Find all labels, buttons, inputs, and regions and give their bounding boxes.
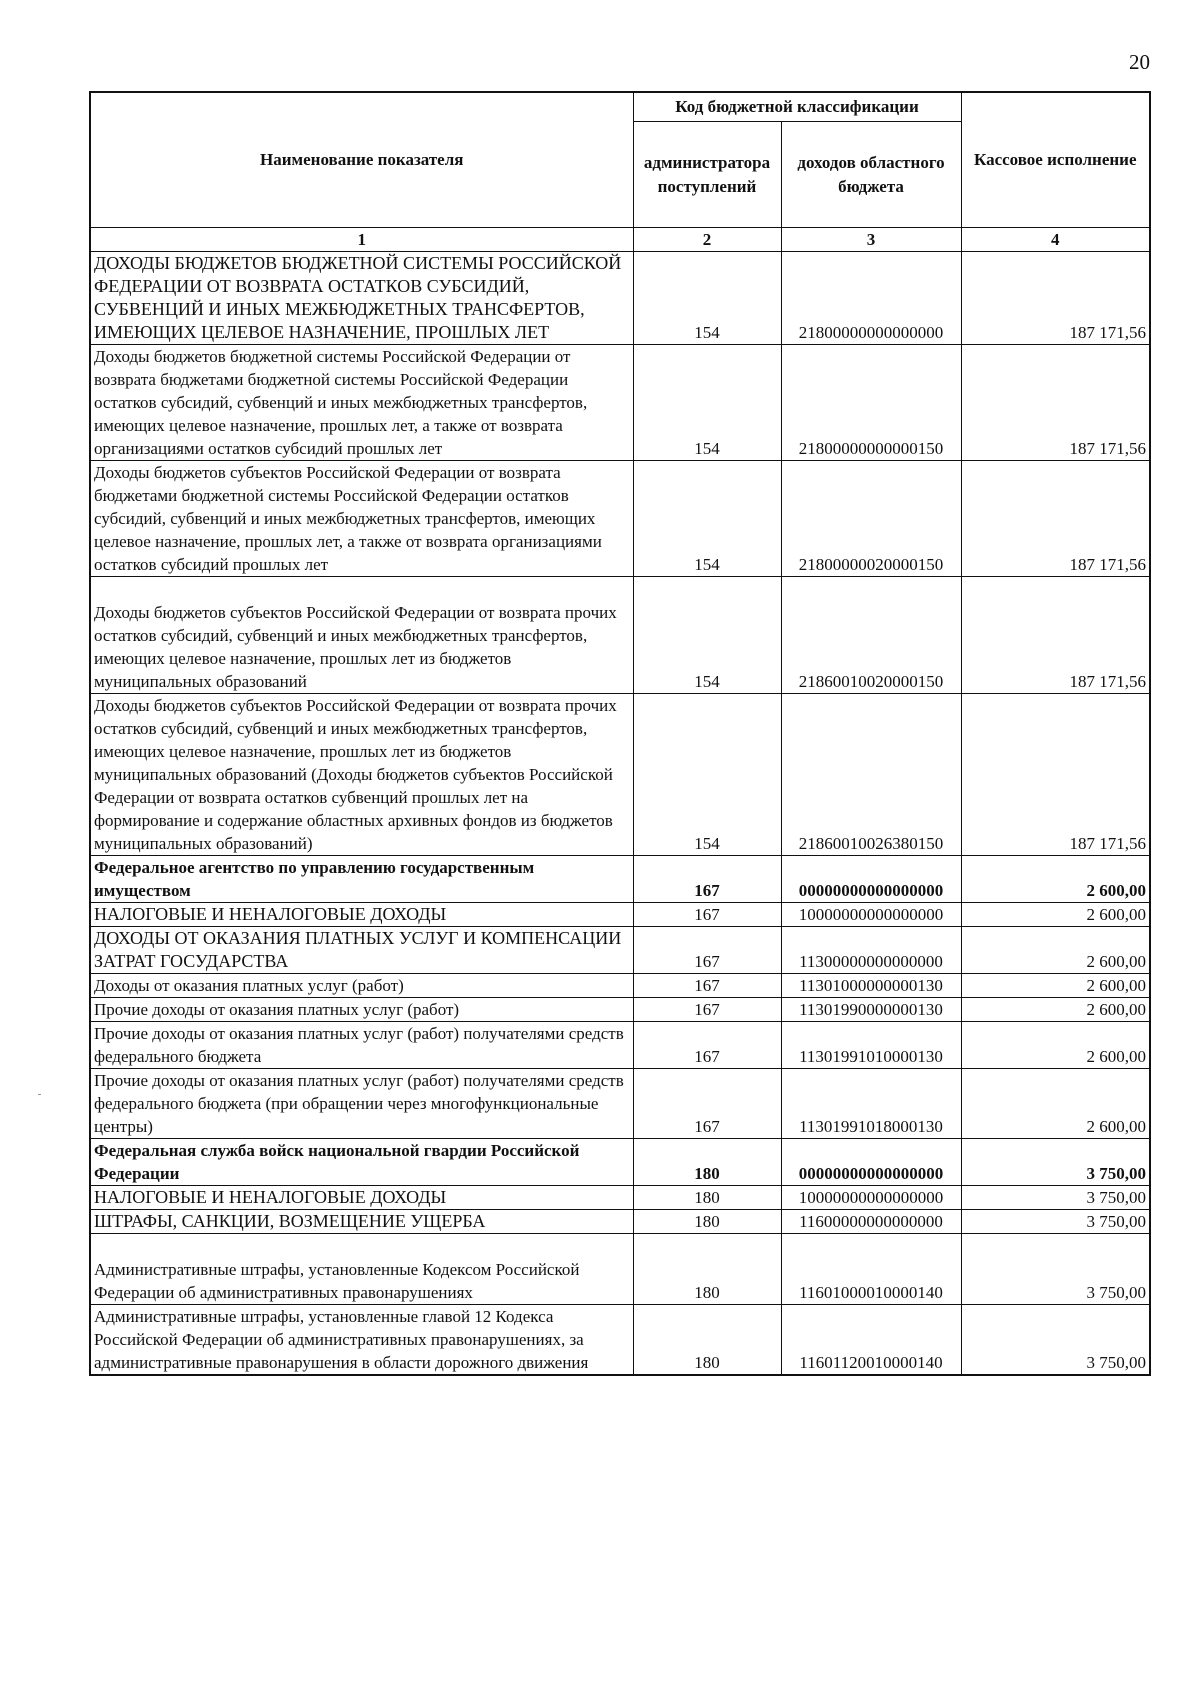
row-admin: 167 xyxy=(633,998,781,1022)
header-budget-code-group: Код бюджетной классификации xyxy=(633,92,961,122)
row-code: 11300000000000000 xyxy=(781,927,961,974)
table-row xyxy=(90,1022,1150,1069)
row-admin: 180 xyxy=(633,1210,781,1234)
row-code: 10000000000000000 xyxy=(781,903,961,927)
header-admin: администратора поступлений xyxy=(633,122,781,228)
row-amount: 2 600,00 xyxy=(961,1022,1150,1069)
row-amount: 3 750,00 xyxy=(961,1210,1150,1234)
row-name: НАЛОГОВЫЕ И НЕНАЛОГОВЫЕ ДОХОДЫ xyxy=(90,903,633,927)
col-number-1: 1 xyxy=(90,228,633,252)
header-revenue-code: доходов областного бюджета xyxy=(781,122,961,228)
row-admin: 180 xyxy=(633,1186,781,1210)
row-admin: 154 xyxy=(633,694,781,856)
row-name: Доходы бюджетов субъектов Российской Федерации от возврата прочих остатков субсидий, субвенций и иных межбюджетных трансфертов, имеющих целевое назначение, прошлых лет из бюджетов муниципальных образований (Доходы бюджетов субъектов Российской Федерации от возврата остатков субвенций прошлых лет на формирование и содержание областных архивных фондов из бюджетов муниципальных образований) xyxy=(90,694,633,856)
row-amount: 2 600,00 xyxy=(961,927,1150,974)
row-code: 21800000000000000 xyxy=(781,252,961,345)
row-code: 11600000000000000 xyxy=(781,1210,961,1234)
table-row xyxy=(90,974,1150,998)
row-name: ДОХОДЫ ОТ ОКАЗАНИЯ ПЛАТНЫХ УСЛУГ И КОМПЕНСАЦИИ ЗАТРАТ ГОСУДАРСТВА xyxy=(90,927,633,974)
header-execution: Кассовое исполнение xyxy=(961,92,1150,228)
budget-table xyxy=(89,91,1151,1376)
row-amount: 2 600,00 xyxy=(961,998,1150,1022)
row-code: 11301991018000130 xyxy=(781,1069,961,1139)
table-row xyxy=(90,998,1150,1022)
row-admin: 180 xyxy=(633,1139,781,1186)
row-code: 11601120010000140 xyxy=(781,1305,961,1376)
row-name: Доходы от оказания платных услуг (работ) xyxy=(90,974,633,998)
row-code: 21800000000000150 xyxy=(781,345,961,461)
table-row xyxy=(90,461,1150,577)
table-row xyxy=(90,1234,1150,1305)
row-code: 11301000000000130 xyxy=(781,974,961,998)
table-row xyxy=(90,577,1150,694)
row-name: НАЛОГОВЫЕ И НЕНАЛОГОВЫЕ ДОХОДЫ xyxy=(90,1186,633,1210)
scan-speck xyxy=(38,1094,41,1095)
row-admin: 167 xyxy=(633,856,781,903)
row-code: 00000000000000000 xyxy=(781,856,961,903)
row-amount: 187 171,56 xyxy=(961,694,1150,856)
table-row xyxy=(90,345,1150,461)
table-row xyxy=(90,1210,1150,1234)
row-amount: 3 750,00 xyxy=(961,1234,1150,1305)
table-row xyxy=(90,1139,1150,1186)
col-number-3: 3 xyxy=(781,228,961,252)
table-row xyxy=(90,856,1150,903)
table-row xyxy=(90,1069,1150,1139)
row-amount: 2 600,00 xyxy=(961,903,1150,927)
row-admin: 154 xyxy=(633,252,781,345)
row-name: Доходы бюджетов бюджетной системы Российской Федерации от возврата бюджетами бюджетной системы Российской Федерации остатков субсидий, субвенций и иных межбюджетных трансфертов, имеющих целевое назначение, прошлых лет, а также от возврата организациями остатков субсидий прошлых лет xyxy=(90,345,633,461)
row-name: Федеральное агентство по управлению государственным имуществом xyxy=(90,856,633,903)
row-name: Прочие доходы от оказания платных услуг (работ) получателями средств федерального бюджета xyxy=(90,1022,633,1069)
table-row xyxy=(90,1186,1150,1210)
row-code: 21860010020000150 xyxy=(781,577,961,694)
row-amount: 187 171,56 xyxy=(961,252,1150,345)
row-amount: 3 750,00 xyxy=(961,1139,1150,1186)
table-row xyxy=(90,694,1150,856)
row-code: 00000000000000000 xyxy=(781,1139,961,1186)
col-number-4: 4 xyxy=(961,228,1150,252)
row-amount: 3 750,00 xyxy=(961,1305,1150,1376)
row-admin: 154 xyxy=(633,577,781,694)
row-amount: 2 600,00 xyxy=(961,856,1150,903)
row-code: 11301991010000130 xyxy=(781,1022,961,1069)
row-code: 21860010026380150 xyxy=(781,694,961,856)
page-number: 20 xyxy=(1129,50,1150,74)
row-amount: 187 171,56 xyxy=(961,577,1150,694)
table-row xyxy=(90,927,1150,974)
row-admin: 154 xyxy=(633,345,781,461)
row-name: Прочие доходы от оказания платных услуг (работ) получателями средств федерального бюджета (при обращении через многофункциональные центры) xyxy=(90,1069,633,1139)
row-code: 10000000000000000 xyxy=(781,1186,961,1210)
row-amount: 187 171,56 xyxy=(961,461,1150,577)
row-amount: 187 171,56 xyxy=(961,345,1150,461)
row-admin: 167 xyxy=(633,1069,781,1139)
row-amount: 3 750,00 xyxy=(961,1186,1150,1210)
row-admin: 167 xyxy=(633,1022,781,1069)
row-admin: 167 xyxy=(633,927,781,974)
row-name: Доходы бюджетов субъектов Российской Федерации от возврата прочих остатков субсидий, субвенций и иных межбюджетных трансфертов, имеющих целевое назначение, прошлых лет из бюджетов муниципальных образований xyxy=(90,577,633,694)
table-row xyxy=(90,903,1150,927)
row-amount: 2 600,00 xyxy=(961,974,1150,998)
row-code: 11301990000000130 xyxy=(781,998,961,1022)
row-admin: 180 xyxy=(633,1305,781,1376)
row-code: 11601000010000140 xyxy=(781,1234,961,1305)
header-name: Наименование показателя xyxy=(90,92,633,228)
row-name: Административные штрафы, установленные Кодексом Российской Федерации об административных правонарушениях xyxy=(90,1234,633,1305)
row-name: Административные штрафы, установленные главой 12 Кодекса Российской Федерации об административных правонарушениях, за административные правонарушения в области дорожного движения xyxy=(90,1305,633,1376)
row-name: Прочие доходы от оказания платных услуг (работ) xyxy=(90,998,633,1022)
row-name: ШТРАФЫ, САНКЦИИ, ВОЗМЕЩЕНИЕ УЩЕРБА xyxy=(90,1210,633,1234)
row-code: 21800000020000150 xyxy=(781,461,961,577)
row-admin: 167 xyxy=(633,974,781,998)
col-number-2: 2 xyxy=(633,228,781,252)
row-admin: 167 xyxy=(633,903,781,927)
row-name: Федеральная служба войск национальной гвардии Российской Федерации xyxy=(90,1139,633,1186)
row-name: ДОХОДЫ БЮДЖЕТОВ БЮДЖЕТНОЙ СИСТЕМЫ РОССИЙСКОЙ ФЕДЕРАЦИИ ОТ ВОЗВРАТА ОСТАТКОВ СУБСИДИЙ, СУБВЕНЦИЙ И ИНЫХ МЕЖБЮДЖЕТНЫХ ТРАНСФЕРТОВ, ИМЕЮЩИХ ЦЕЛЕВОЕ НАЗНАЧЕНИЕ, ПРОШЛЫХ ЛЕТ xyxy=(90,252,633,345)
row-amount: 2 600,00 xyxy=(961,1069,1150,1139)
row-admin: 154 xyxy=(633,461,781,577)
table-row xyxy=(90,252,1150,345)
row-name: Доходы бюджетов субъектов Российской Федерации от возврата бюджетами бюджетной системы Российской Федерации остатков субсидий, субвенций и иных межбюджетных трансфертов, имеющих целевое назначение, прошлых лет, а также от возврата организациями остатков субсидий прошлых лет xyxy=(90,461,633,577)
row-admin: 180 xyxy=(633,1234,781,1305)
table-row xyxy=(90,1305,1150,1376)
